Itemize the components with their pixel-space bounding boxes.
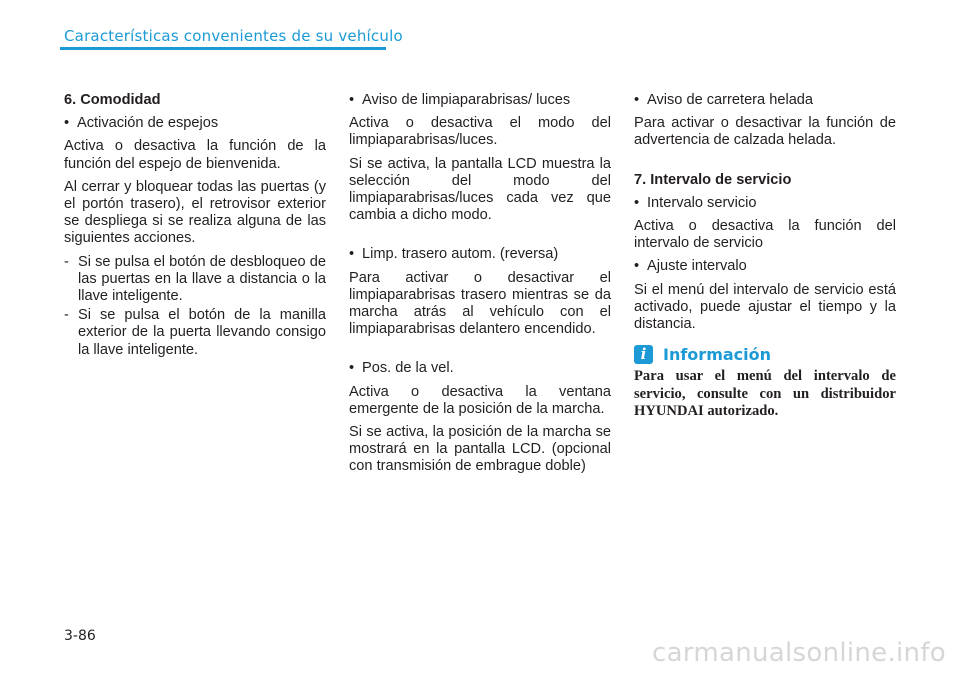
- bullet-icon: •: [64, 115, 70, 132]
- bullet-item: • Aviso de carretera helada: [634, 92, 814, 108]
- column-2: [349, 92, 611, 482]
- paragraph: Para activar o desactivar la función de advertencia de calzada helada.: [634, 115, 896, 149]
- bullet-icon: •: [349, 360, 355, 377]
- column-1: [64, 92, 326, 361]
- dash-item: - Si se pulsa el botón de desbloqueo de las puertas en la llave a distancia o la llave inteligente.: [64, 253, 326, 305]
- section-heading-intervalo: 7. Intervalo de servicio: [634, 171, 792, 188]
- bullet-icon: •: [634, 258, 640, 275]
- bullet-item: • Limp. trasero autom. (reversa): [349, 246, 559, 263]
- info-text: Para usar el menú del intervalo de servicio, consulte con un distribuidor HYUNDAI autorizado.: [634, 368, 896, 420]
- bullet-icon: •: [349, 92, 355, 108]
- paragraph: Al cerrar y bloquear todas las puertas (y el portón trasero), el retrovisor exterior se despliega si se realiza alguna de las siguientes acciones.: [64, 178, 326, 247]
- bullet-item: • Activación de espejos: [64, 115, 219, 132]
- info-title: Información: [663, 345, 772, 365]
- paragraph: Si se activa, la posición de la marcha se mostrará en la pantalla LCD. (opcional con transmisión de embrague doble): [349, 424, 611, 475]
- bullet-icon: •: [634, 194, 640, 211]
- dash-item: - Si se pulsa el botón de la manilla exterior de la puerta llevando consigo la llave inteligente.: [64, 307, 326, 358]
- paragraph: Activa o desactiva la función del intervalo de servicio: [634, 218, 896, 252]
- paragraph: Activa o desactiva la función de la función del espejo de bienvenida.: [64, 138, 326, 172]
- paragraph: Si el menú del intervalo de servicio está activado, puede ajustar el tiempo y la distancia.: [634, 281, 896, 333]
- page-number: 3-86: [64, 628, 96, 644]
- paragraph: Activa o desactiva la ventana emergente de la posición de la marcha.: [349, 383, 611, 417]
- paragraph: Si se activa, la pantalla LCD muestra la selección del modo del limpiaparabrisas/luces cada vez que cambia a dicho modo.: [349, 155, 611, 224]
- info-box-header: [634, 345, 896, 364]
- column-3: [634, 92, 896, 420]
- bullet-item: • Aviso de limpiaparabrisas/ luces: [349, 92, 571, 108]
- section-title: Características convenientes de su vehículo: [64, 27, 403, 45]
- bullet-icon: •: [349, 246, 355, 263]
- paragraph: Para activar o desactivar el limpiaparabrisas trasero mientras se da marcha atrás al vehículo con el limpiaparabrisas delantero encendido.: [349, 269, 611, 338]
- bullet-icon: •: [634, 92, 640, 108]
- header-rule: [60, 47, 386, 50]
- info-icon: i: [634, 345, 653, 364]
- watermark: carmanualsonline.info: [651, 638, 946, 668]
- section-heading-comodidad: 6. Comodidad: [64, 92, 161, 108]
- paragraph: Activa o desactiva el modo del limpiaparabrisas/luces.: [349, 115, 611, 149]
- bullet-item: • Ajuste intervalo: [634, 258, 747, 275]
- bullet-item: • Intervalo servicio: [634, 194, 757, 211]
- bullet-item: • Pos. de la vel.: [349, 360, 454, 377]
